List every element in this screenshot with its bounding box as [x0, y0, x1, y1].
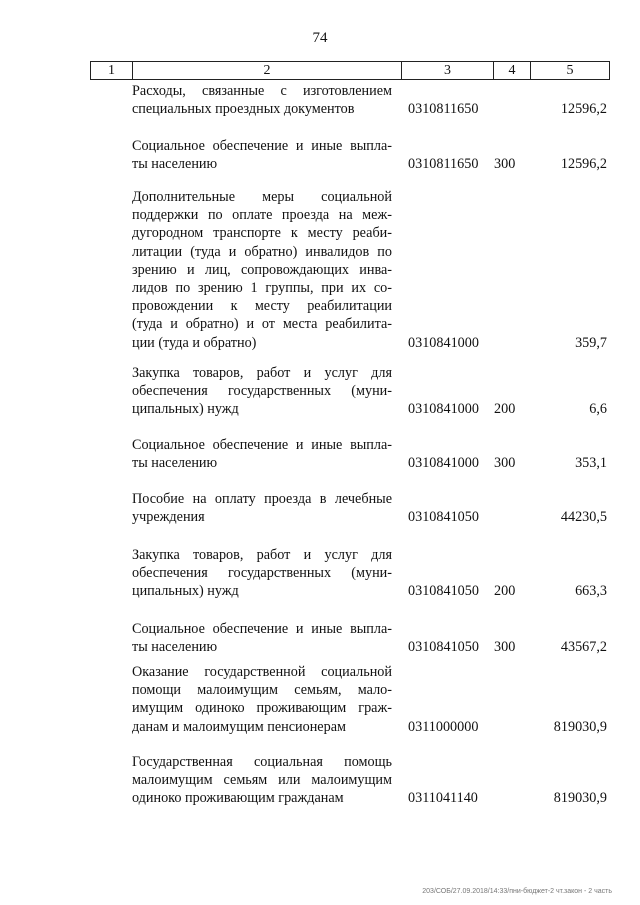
description-line: Закупка товаров, работ и услуг для [132, 547, 392, 563]
description-line: малоимущим семьям или малоимущим [132, 772, 392, 789]
row-expense-type: 200 [494, 583, 516, 600]
description-line: обеспечения государственных (муни- [132, 383, 392, 400]
description-line: (туда и обратно) и от места реабилита- [132, 316, 392, 333]
row-expense-type: 200 [494, 401, 516, 418]
row-description [132, 436, 392, 472]
footer-note: 203/СОБ/27.09.2018/14:33/пни-бюджет-2 чт.закон - 2 часть [422, 888, 612, 895]
row-description [132, 663, 392, 736]
row-amount: 819030,9 [553, 718, 607, 735]
row-expense-type: 300 [494, 639, 516, 656]
description-line: Дополнительные меры социальной [132, 189, 392, 205]
description-line: литации (туда и обратно) инвалидов по [132, 243, 392, 260]
row-amount: 819030,9 [553, 790, 607, 807]
description-line: ты населению [132, 156, 218, 173]
description-line: Расходы, связанные с изготовлением [132, 83, 392, 99]
header-col-3: 3 [402, 62, 494, 79]
description-line: обеспечения государственных (муни- [132, 565, 392, 582]
row-amount: 6,6 [589, 401, 607, 418]
row-expense-type: 300 [494, 156, 516, 173]
row-code: 0311041140 [408, 790, 478, 807]
row-description [132, 490, 392, 526]
row-description [132, 188, 392, 352]
description-line: имущим одиноко проживающим граж- [132, 700, 392, 717]
row-code: 0310841050 [408, 639, 479, 656]
row-amount: 44230,5 [560, 509, 607, 526]
header-col-1: 1 [91, 62, 133, 79]
description-line: Социальное обеспечение и иные выпла- [132, 621, 392, 637]
description-line: ципальных) нужд [132, 583, 239, 600]
description-line: Закупка товаров, работ и услуг для [132, 365, 392, 381]
description-line: ципальных) нужд [132, 401, 239, 418]
description-line: помощи малоимущим семьям, мало- [132, 682, 392, 699]
page-number: 74 [312, 30, 328, 46]
row-code: 0310841000 [408, 401, 479, 418]
description-line: зрению и лиц, сопровождающих инва- [132, 261, 392, 278]
description-line: специальных проездных документов [132, 101, 355, 118]
row-amount: 663,3 [575, 583, 607, 600]
row-amount: 359,7 [575, 334, 607, 351]
description-line: дугородном транспорте к месту реаби- [132, 225, 392, 242]
row-code: 0310811650 [408, 156, 479, 173]
description-line: Оказание государственной социальной [132, 664, 392, 680]
row-code: 0310841000 [408, 455, 479, 472]
row-description [132, 753, 392, 808]
description-line: Социальное обеспечение и иные выпла- [132, 437, 392, 453]
row-description [132, 620, 392, 656]
header-col-2: 2 [133, 62, 402, 79]
row-amount: 12596,2 [560, 156, 607, 173]
row-amount: 12596,2 [560, 101, 607, 118]
table-header [90, 61, 610, 80]
header-col-4: 4 [494, 62, 531, 79]
row-amount: 353,1 [575, 455, 607, 472]
row-description [132, 82, 392, 118]
row-code: 0310841000 [408, 334, 479, 351]
row-description [132, 137, 392, 173]
row-code: 0311000000 [408, 718, 479, 735]
row-code: 0310841050 [408, 509, 479, 526]
description-line: данам и малоимущим пенсионерам [132, 718, 346, 735]
row-description [132, 546, 392, 601]
row-amount: 43567,2 [560, 639, 607, 656]
description-line: учреждения [132, 509, 205, 526]
row-expense-type: 300 [494, 455, 516, 472]
description-line: Государственная социальная помощь [132, 754, 392, 770]
description-line: поддержки по оплате проезда на меж- [132, 207, 392, 224]
header-col-5: 5 [566, 63, 574, 78]
description-line: лидов по зрению 1 группы, при их со- [132, 280, 392, 297]
description-line: одиноко проживающим гражданам [132, 790, 344, 807]
description-line: ты населению [132, 639, 218, 656]
description-line: ты населению [132, 455, 218, 472]
description-line: ции (туда и обратно) [132, 334, 257, 351]
row-code: 0310841050 [408, 583, 479, 600]
row-code: 0310811650 [408, 101, 479, 118]
description-line: провождении к месту реабилитации [132, 298, 392, 315]
description-line: Пособие на оплату проезда в лечебные [132, 491, 392, 507]
row-description [132, 364, 392, 419]
description-line: Социальное обеспечение и иные выпла- [132, 138, 392, 154]
